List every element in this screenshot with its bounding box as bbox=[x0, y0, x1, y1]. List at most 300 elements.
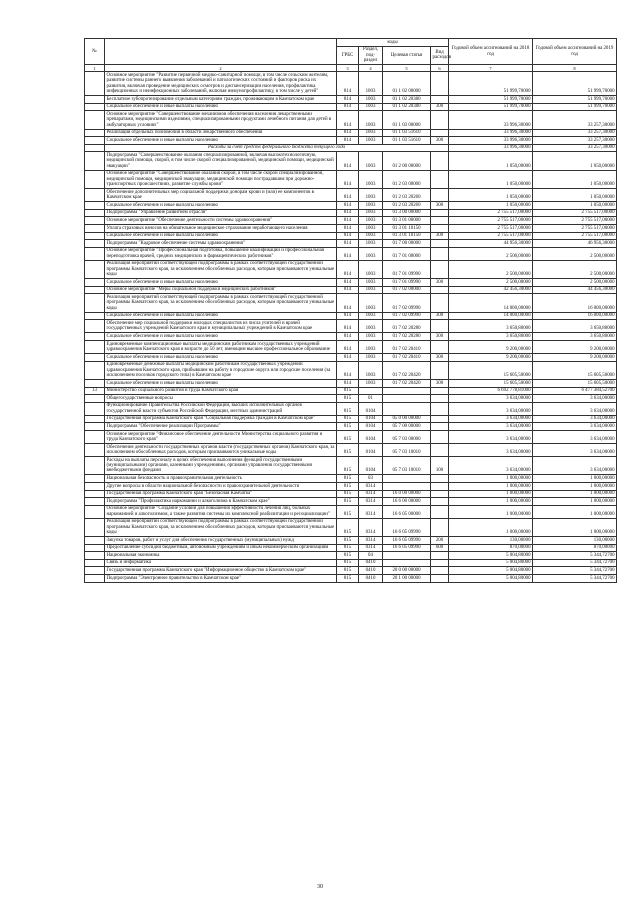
razdel-cell: 1003 bbox=[359, 232, 383, 240]
row-name-cell: Подпрограмма "Управление развитием отрасли" bbox=[105, 209, 337, 217]
sum-2019-cell: 2 755 517,00000 bbox=[533, 217, 617, 225]
table-row bbox=[85, 361, 617, 379]
vr-cell: 300 bbox=[431, 333, 449, 341]
sum-2019-cell: 1 000,00000 bbox=[533, 490, 617, 498]
csr-cell: 01 7 01 09990 bbox=[383, 279, 431, 287]
row-no-cell bbox=[85, 144, 105, 152]
vr-cell bbox=[431, 240, 449, 248]
sum-2018-cell: 15 605,50000 bbox=[449, 361, 533, 379]
grbs-cell: 815 bbox=[337, 559, 359, 567]
grbs-cell: 814 bbox=[337, 170, 359, 188]
csr-cell: 05 7 00 00000 bbox=[383, 423, 431, 431]
row-name-cell: Связь и информатика bbox=[105, 559, 337, 567]
table-row bbox=[85, 189, 617, 202]
razdel-cell: 0314 bbox=[359, 498, 383, 506]
row-name-cell: Основное мероприятие "Совершенствование механизмов обеспечения населения лекарственными препаратами, медицинскими изделиями, специализированными продуктами лечебного питания для детей в амбулаторных условиях" bbox=[105, 111, 337, 129]
csr-cell: 01 3 01 10150 bbox=[383, 224, 431, 232]
grbs-cell: 815 bbox=[337, 552, 359, 560]
vr-cell bbox=[431, 387, 449, 395]
sum-2018-cell: 5 004,80000 bbox=[449, 559, 533, 567]
sum-2018-cell: 33 996,30000 bbox=[449, 129, 533, 137]
row-name-cell: Государственная программа Камчатского края "Информационное общество в Камчатском крае" bbox=[105, 567, 337, 575]
table-row bbox=[85, 224, 617, 232]
sum-2019-cell: 6 477 384,52700 bbox=[533, 387, 617, 395]
razdel-cell: 1003 bbox=[359, 320, 383, 333]
csr-cell: 20 1 00 00000 bbox=[383, 575, 431, 583]
row-no-cell bbox=[85, 224, 105, 232]
vr-cell bbox=[431, 415, 449, 423]
sum-2018-cell: 2 755 517,00000 bbox=[449, 232, 533, 240]
razdel-cell: 0314 bbox=[359, 537, 383, 545]
table-row bbox=[85, 402, 617, 415]
grbs-cell: 814 bbox=[337, 129, 359, 137]
row-no-cell bbox=[85, 189, 105, 202]
sum-2018-cell: 51 999,70000 bbox=[449, 96, 533, 104]
vr-cell: 300 bbox=[431, 279, 449, 287]
csr-cell: 01 7 02 20420 bbox=[383, 361, 431, 379]
csr-cell: 01 2 03 20260 bbox=[383, 189, 431, 202]
row-no-cell bbox=[85, 312, 105, 320]
budget-table bbox=[84, 38, 617, 583]
column-index: 7 bbox=[449, 65, 533, 72]
row-name-cell: Подпрограмма "Электронное правительство в Камчатском крае" bbox=[105, 575, 337, 583]
row-no-cell bbox=[85, 247, 105, 260]
row-no-cell bbox=[85, 232, 105, 240]
razdel-cell: 0410 bbox=[359, 567, 383, 575]
row-name-cell: Закупка товаров, работ и услуг для обеспечения государственных (муниципальных) нужд bbox=[105, 537, 337, 545]
razdel-cell: 1003 bbox=[359, 294, 383, 312]
razdel-cell: 1003 bbox=[359, 333, 383, 341]
csr-cell: 16 6 05 09990 bbox=[383, 544, 431, 552]
table-row bbox=[85, 202, 617, 210]
razdel-cell: 1003 bbox=[359, 340, 383, 353]
csr-cell: 01 7 01 00000 bbox=[383, 247, 431, 260]
sum-2018-cell: 5 004,80000 bbox=[449, 552, 533, 560]
sum-2018-cell: 33 996,30000 bbox=[449, 137, 533, 145]
table-row bbox=[85, 353, 617, 361]
csr-cell: 01 7 02 00000 bbox=[383, 286, 431, 294]
grbs-cell: 814 bbox=[337, 152, 359, 170]
table-row bbox=[85, 247, 617, 260]
vr-cell bbox=[431, 152, 449, 170]
csr-cell: 01 7 02 20420 bbox=[383, 379, 431, 387]
grbs-cell: 815 bbox=[337, 518, 359, 536]
sum-2019-cell: 1 050,00000 bbox=[533, 189, 617, 202]
sum-2018-cell: 1 000,00000 bbox=[449, 475, 533, 483]
row-no-cell bbox=[85, 353, 105, 361]
row-no-cell bbox=[85, 279, 105, 287]
table-row bbox=[85, 387, 617, 395]
row-name-cell: Социальное обеспечение и иные выплаты населению bbox=[105, 279, 337, 287]
sum-2018-cell: 51 999,70000 bbox=[449, 103, 533, 111]
table-row bbox=[85, 152, 617, 170]
row-name-cell: Функционирование Правительства Российской Федерации, высших исполнительных органов государственной власти субъектов Российской Федерации, местных администраций bbox=[105, 402, 337, 415]
row-no-cell bbox=[85, 518, 105, 536]
row-no-cell bbox=[85, 505, 105, 518]
razdel-cell: 1003 bbox=[359, 111, 383, 129]
table-row bbox=[85, 260, 617, 278]
row-no-cell bbox=[85, 430, 105, 443]
razdel-cell: 0410 bbox=[359, 559, 383, 567]
razdel-cell: 0410 bbox=[359, 575, 383, 583]
sum-2018-cell: 2 500,00000 bbox=[449, 247, 533, 260]
sum-2019-cell: 15 605,50000 bbox=[533, 379, 617, 387]
vr-cell bbox=[431, 224, 449, 232]
row-name-cell: Подпрограмма "Обеспечение реализации Программы" bbox=[105, 423, 337, 431]
grbs-cell: 814 bbox=[337, 333, 359, 341]
csr-cell bbox=[383, 475, 431, 483]
razdel-cell: 1003 bbox=[359, 379, 383, 387]
vr-cell bbox=[431, 575, 449, 583]
row-no-cell bbox=[85, 456, 105, 474]
row-name-cell: Реализация мероприятий соответствующей подпрограммы в рамках соответствующей государственной программы Камчатского края, за исключением обособленных расходов, которым присваиваются уникальные коды bbox=[105, 260, 337, 278]
grbs-cell: 814 bbox=[337, 111, 359, 129]
grbs-cell: 815 bbox=[337, 544, 359, 552]
sum-2018-cell: 1 050,00000 bbox=[449, 189, 533, 202]
sum-2018-cell: 3 634,00000 bbox=[449, 402, 533, 415]
table-row bbox=[85, 490, 617, 498]
sum-2018-cell: 2 500,00000 bbox=[449, 260, 533, 278]
header-codes: коды bbox=[337, 39, 449, 47]
razdel-cell: 1003 bbox=[359, 286, 383, 294]
table-row bbox=[85, 240, 617, 248]
row-name-cell: Национальная безопасность и правоохранительная деятельность bbox=[105, 475, 337, 483]
table-row bbox=[85, 559, 617, 567]
table-row bbox=[85, 129, 617, 137]
grbs-cell: 815 bbox=[337, 443, 359, 456]
csr-cell: 01 7 01 09990 bbox=[383, 260, 431, 278]
grbs-cell: 815 bbox=[337, 402, 359, 415]
row-name-cell: Реализация мероприятий соответствующей подпрограммы в рамках соответствующей государственной программы Камчатского края, за исключением обособленных расходов, которым присваиваются уникальные коды bbox=[105, 294, 337, 312]
sum-2018-cell: 1 050,00000 bbox=[449, 152, 533, 170]
vr-cell bbox=[431, 475, 449, 483]
row-no-cell bbox=[85, 96, 105, 104]
row-no-cell bbox=[85, 482, 105, 490]
sum-2019-cell: 1 050,00000 bbox=[533, 202, 617, 210]
razdel-cell: 0314 bbox=[359, 518, 383, 536]
sum-2019-cell: 2 755 517,00000 bbox=[533, 224, 617, 232]
grbs-cell: 814 bbox=[337, 224, 359, 232]
row-name-cell: Социальное обеспечение и иные выплаты населению bbox=[105, 379, 337, 387]
csr-cell: 01 1 02 00000 bbox=[383, 72, 431, 96]
table-row bbox=[85, 395, 617, 403]
sum-2018-cell: 1 000,00000 bbox=[449, 518, 533, 536]
row-no-cell bbox=[85, 443, 105, 456]
razdel-cell: 1003 bbox=[359, 170, 383, 188]
sum-2018-cell: 870,00000 bbox=[449, 544, 533, 552]
sum-2019-cell: 1 050,00000 bbox=[533, 170, 617, 188]
grbs-cell: 815 bbox=[337, 395, 359, 403]
vr-cell bbox=[431, 340, 449, 353]
sum-2019-cell: 3 634,00000 bbox=[533, 456, 617, 474]
grbs-cell: 815 bbox=[337, 482, 359, 490]
row-no-cell bbox=[85, 402, 105, 415]
csr-cell bbox=[383, 552, 431, 560]
sum-2019-cell: 51 999,70000 bbox=[533, 72, 617, 96]
sum-2018-cell: 2 755 517,00000 bbox=[449, 224, 533, 232]
row-no-cell bbox=[85, 544, 105, 552]
header-razdel: Раздел, под-раздел bbox=[359, 46, 383, 64]
vr-cell: 600 bbox=[431, 544, 449, 552]
sum-2019-cell: 5 344,72700 bbox=[533, 575, 617, 583]
grbs-cell: 814 bbox=[337, 137, 359, 145]
row-no-cell bbox=[85, 498, 105, 506]
row-name-cell: Обеспечение деятельности государственных органов власти (государственных органов) Камчатского края, за исключением обособленных расходов, которым присваиваются уникальные коды bbox=[105, 443, 337, 456]
csr-cell: 01 1 03 51610 bbox=[383, 129, 431, 137]
table-row bbox=[85, 518, 617, 536]
grbs-cell: 814 bbox=[337, 247, 359, 260]
grbs-cell: 814 bbox=[337, 279, 359, 287]
grbs-cell: 814 bbox=[337, 320, 359, 333]
header-vr: Вид расходов bbox=[431, 46, 449, 64]
sum-2018-cell: 2 755 517,00000 bbox=[449, 217, 533, 225]
sum-2019-cell: 3 634,00000 bbox=[533, 415, 617, 423]
vr-cell bbox=[431, 567, 449, 575]
header-sum-2018: Годовой объем ассигнований на 2018 год bbox=[449, 39, 533, 65]
csr-cell: 16 6 05 00000 bbox=[383, 505, 431, 518]
sum-2018-cell: 44 956,30000 bbox=[449, 240, 533, 248]
table-row bbox=[85, 279, 617, 287]
vr-cell: 300 bbox=[431, 379, 449, 387]
sum-2019-cell: 33 257,30000 bbox=[533, 129, 617, 137]
table-row bbox=[85, 552, 617, 560]
table-row bbox=[85, 340, 617, 353]
row-no-cell bbox=[85, 209, 105, 217]
razdel-cell: 1003 bbox=[359, 96, 383, 104]
razdel-cell: 0314 bbox=[359, 490, 383, 498]
row-no-cell bbox=[85, 217, 105, 225]
sum-2018-cell: 2 500,00000 bbox=[449, 279, 533, 287]
csr-cell: 16 0 00 00000 bbox=[383, 490, 431, 498]
table-row bbox=[85, 443, 617, 456]
row-name-cell: Уплата страховых взносов на обязательное медицинское страхование неработающего населения bbox=[105, 224, 337, 232]
csr-cell bbox=[383, 387, 431, 395]
csr-cell: 01 3 01 00000 bbox=[383, 217, 431, 225]
row-no-cell bbox=[85, 137, 105, 145]
sum-2018-cell: 3 650,80000 bbox=[449, 333, 533, 341]
vr-cell bbox=[431, 294, 449, 312]
sum-2019-cell: 3 634,00000 bbox=[533, 430, 617, 443]
table-row bbox=[85, 111, 617, 129]
csr-cell: 05 0 00 00000 bbox=[383, 415, 431, 423]
page-number: 30 bbox=[317, 884, 323, 890]
column-index: 1 bbox=[85, 65, 105, 72]
csr-cell: 01 2 03 20260 bbox=[383, 202, 431, 210]
csr-cell: 01 7 02 20280 bbox=[383, 320, 431, 333]
grbs-cell: 814 bbox=[337, 103, 359, 111]
sum-2019-cell: 3 634,00000 bbox=[533, 423, 617, 431]
sum-2019-cell: 33 257,30000 bbox=[533, 137, 617, 145]
table-row bbox=[85, 320, 617, 333]
table-row bbox=[85, 456, 617, 474]
vr-cell bbox=[431, 129, 449, 137]
vr-cell bbox=[431, 559, 449, 567]
razdel-cell: 0104 bbox=[359, 423, 383, 431]
razdel-cell: 03 bbox=[359, 475, 383, 483]
sum-2018-cell: 51 999,70000 bbox=[449, 72, 533, 96]
razdel-cell: 1003 bbox=[359, 103, 383, 111]
sum-2019-cell: 5 344,72700 bbox=[533, 552, 617, 560]
vr-cell: 300 bbox=[431, 137, 449, 145]
sum-2019-cell: 33 257,30000 bbox=[533, 111, 617, 129]
sum-2019-cell: 2 500,00000 bbox=[533, 247, 617, 260]
column-index: 4 bbox=[359, 65, 383, 72]
grbs-cell: 814 bbox=[337, 72, 359, 96]
sum-2018-cell: 1 000,00000 bbox=[449, 482, 533, 490]
sum-2019-cell: 2 755 517,00000 bbox=[533, 209, 617, 217]
razdel-cell: 01 bbox=[359, 395, 383, 403]
row-note-cell: Расходы за счет средств федерального бюджета текущего года bbox=[105, 144, 449, 152]
csr-cell: 01 7 00 00000 bbox=[383, 240, 431, 248]
grbs-cell: 815 bbox=[337, 505, 359, 518]
sum-2019-cell: 44 456,30000 bbox=[533, 286, 617, 294]
row-name-cell: Расходы на выплаты персоналу в целях обеспечения выполнения функций государственными (муниципальными) органами, казенными учреждениями, органами управления государственными внебюджетными фондами bbox=[105, 456, 337, 474]
csr-cell: 01 7 02 20410 bbox=[383, 353, 431, 361]
vr-cell: 300 bbox=[431, 202, 449, 210]
row-no-cell bbox=[85, 111, 105, 129]
row-name-cell: Подпрограмма "Совершенствование оказания специализированной, включая высокотехнологичную, медицинской помощи, скорой, в том числе скорой специализированной, медицинской помощи, медицинской эвакуации" bbox=[105, 152, 337, 170]
row-name-cell: Социальное обеспечение и иные выплаты населению bbox=[105, 232, 337, 240]
grbs-cell: 814 bbox=[337, 379, 359, 387]
table-body bbox=[85, 72, 617, 582]
csr-cell bbox=[383, 559, 431, 567]
grbs-cell: 814 bbox=[337, 189, 359, 202]
table-row bbox=[85, 294, 617, 312]
sum-2019-cell: 1 000,00000 bbox=[533, 505, 617, 518]
vr-cell bbox=[431, 498, 449, 506]
row-name-cell: Другие вопросы в области национальной безопасности и правоохранительной деятельности bbox=[105, 482, 337, 490]
table-row bbox=[85, 72, 617, 96]
row-name-cell: Основное мероприятие "Совершенствование оказания скорой, в том числе скорой специализированной, медицинской помощи, медицинской эвакуации, медицинской помощи пострадавшим при дорожно-транспортных происшествиях, развитие службы крови" bbox=[105, 170, 337, 188]
row-name-cell: Министерство социального развития и труда Камчатского края bbox=[105, 387, 337, 395]
razdel-cell: 0104 bbox=[359, 415, 383, 423]
table-row bbox=[85, 103, 617, 111]
razdel-cell bbox=[359, 387, 383, 395]
sum-2019-cell: 33 257,30000 bbox=[533, 144, 617, 152]
column-index-row bbox=[85, 65, 617, 72]
row-no-cell bbox=[85, 559, 105, 567]
row-no-cell bbox=[85, 260, 105, 278]
sum-2019-cell: 15 605,50000 bbox=[533, 361, 617, 379]
csr-cell: 01 2 03 00000 bbox=[383, 170, 431, 188]
csr-cell: 01 3 00 00000 bbox=[383, 209, 431, 217]
vr-cell bbox=[431, 423, 449, 431]
sum-2019-cell: 5 344,72700 bbox=[533, 567, 617, 575]
row-name-cell: Подпрограмма "Профилактика наркомании и алкоголизма в Камчатском крае" bbox=[105, 498, 337, 506]
header-csr: Целевая статья bbox=[383, 46, 431, 64]
grbs-cell: 814 bbox=[337, 96, 359, 104]
row-no-cell bbox=[85, 490, 105, 498]
vr-cell: 100 bbox=[431, 456, 449, 474]
row-name-cell: Государственная программа Камчатского края "Безопасная Камчатка" bbox=[105, 490, 337, 498]
sum-2018-cell: 6 692 778,81000 bbox=[449, 387, 533, 395]
table-row bbox=[85, 482, 617, 490]
csr-cell: 01 7 02 09990 bbox=[383, 312, 431, 320]
csr-cell: 16 6 00 00000 bbox=[383, 498, 431, 506]
razdel-cell: 1003 bbox=[359, 189, 383, 202]
table-row bbox=[85, 137, 617, 145]
table-row bbox=[85, 312, 617, 320]
vr-cell bbox=[431, 286, 449, 294]
grbs-cell: 815 bbox=[337, 423, 359, 431]
table-row bbox=[85, 379, 617, 387]
table-row bbox=[85, 209, 617, 217]
row-no-cell bbox=[85, 152, 105, 170]
vr-cell bbox=[431, 518, 449, 536]
razdel-cell: 1003 bbox=[359, 361, 383, 379]
vr-cell bbox=[431, 505, 449, 518]
razdel-cell: 0104 bbox=[359, 430, 383, 443]
row-no-cell bbox=[85, 72, 105, 96]
sum-2018-cell: 1 050,00000 bbox=[449, 202, 533, 210]
sum-2018-cell: 3 634,00000 bbox=[449, 456, 533, 474]
vr-cell: 300 bbox=[431, 232, 449, 240]
table-row bbox=[85, 423, 617, 431]
razdel-cell: 1003 bbox=[359, 247, 383, 260]
razdel-cell: 1003 bbox=[359, 137, 383, 145]
table-row bbox=[85, 575, 617, 583]
vr-cell bbox=[431, 320, 449, 333]
vr-cell: 300 bbox=[431, 103, 449, 111]
table-row bbox=[85, 505, 617, 518]
row-no-cell bbox=[85, 170, 105, 188]
razdel-cell: 1003 bbox=[359, 72, 383, 96]
vr-cell bbox=[431, 96, 449, 104]
row-name-cell: Реализация мероприятий соответствующей подпрограммы в рамках соответствующей государственной программы Камчатского края, за исключением обособленных расходов, которым присваиваются уникальные коды bbox=[105, 518, 337, 536]
grbs-cell: 815 bbox=[337, 456, 359, 474]
grbs-cell: 815 bbox=[337, 415, 359, 423]
vr-cell bbox=[431, 402, 449, 415]
row-name-cell: Социальное обеспечение и иные выплаты населению bbox=[105, 333, 337, 341]
row-no-cell bbox=[85, 340, 105, 353]
csr-cell: 01 7 02 20410 bbox=[383, 340, 431, 353]
vr-cell: 300 bbox=[431, 312, 449, 320]
sum-2019-cell: 1 000,00000 bbox=[533, 518, 617, 536]
grbs-cell: 815 bbox=[337, 430, 359, 443]
grbs-cell: 814 bbox=[337, 260, 359, 278]
vr-cell bbox=[431, 209, 449, 217]
table-row bbox=[85, 170, 617, 188]
table-row bbox=[85, 498, 617, 506]
vr-cell bbox=[431, 430, 449, 443]
table-row bbox=[85, 217, 617, 225]
sum-2018-cell: 5 004,80000 bbox=[449, 575, 533, 583]
razdel-cell: 1003 bbox=[359, 260, 383, 278]
row-name-cell: Бесплатное зубопротезирование отдельным категориям граждан, проживающим в Камчатском крае bbox=[105, 96, 337, 104]
grbs-cell: 814 bbox=[337, 217, 359, 225]
grbs-cell: 814 bbox=[337, 209, 359, 217]
razdel-cell: 1003 bbox=[359, 209, 383, 217]
csr-cell: 01 1 03 51610 bbox=[383, 137, 431, 145]
row-no-cell: 13 bbox=[85, 387, 105, 395]
row-no-cell bbox=[85, 294, 105, 312]
column-index: 8 bbox=[533, 65, 617, 72]
row-name-cell: Основное мероприятие "Создание условий для повышения эффективности лечения лиц, больных наркоманией и алкоголизмом, а также развития системы их комплексной реабилитации и ресоциализации" bbox=[105, 505, 337, 518]
row-no-cell bbox=[85, 395, 105, 403]
budget-table-page bbox=[84, 38, 616, 583]
grbs-cell: 815 bbox=[337, 537, 359, 545]
razdel-cell: 0314 bbox=[359, 505, 383, 518]
vr-cell bbox=[431, 72, 449, 96]
header-name bbox=[105, 39, 337, 65]
csr-cell: 01 7 02 09990 bbox=[383, 294, 431, 312]
row-name-cell: Основное мероприятие "Меры социальной поддержки медицинских работников" bbox=[105, 286, 337, 294]
razdel-cell: 1003 bbox=[359, 217, 383, 225]
table-row bbox=[85, 475, 617, 483]
sum-2019-cell: 1 000,00000 bbox=[533, 482, 617, 490]
table-row bbox=[85, 333, 617, 341]
table-row bbox=[85, 567, 617, 575]
